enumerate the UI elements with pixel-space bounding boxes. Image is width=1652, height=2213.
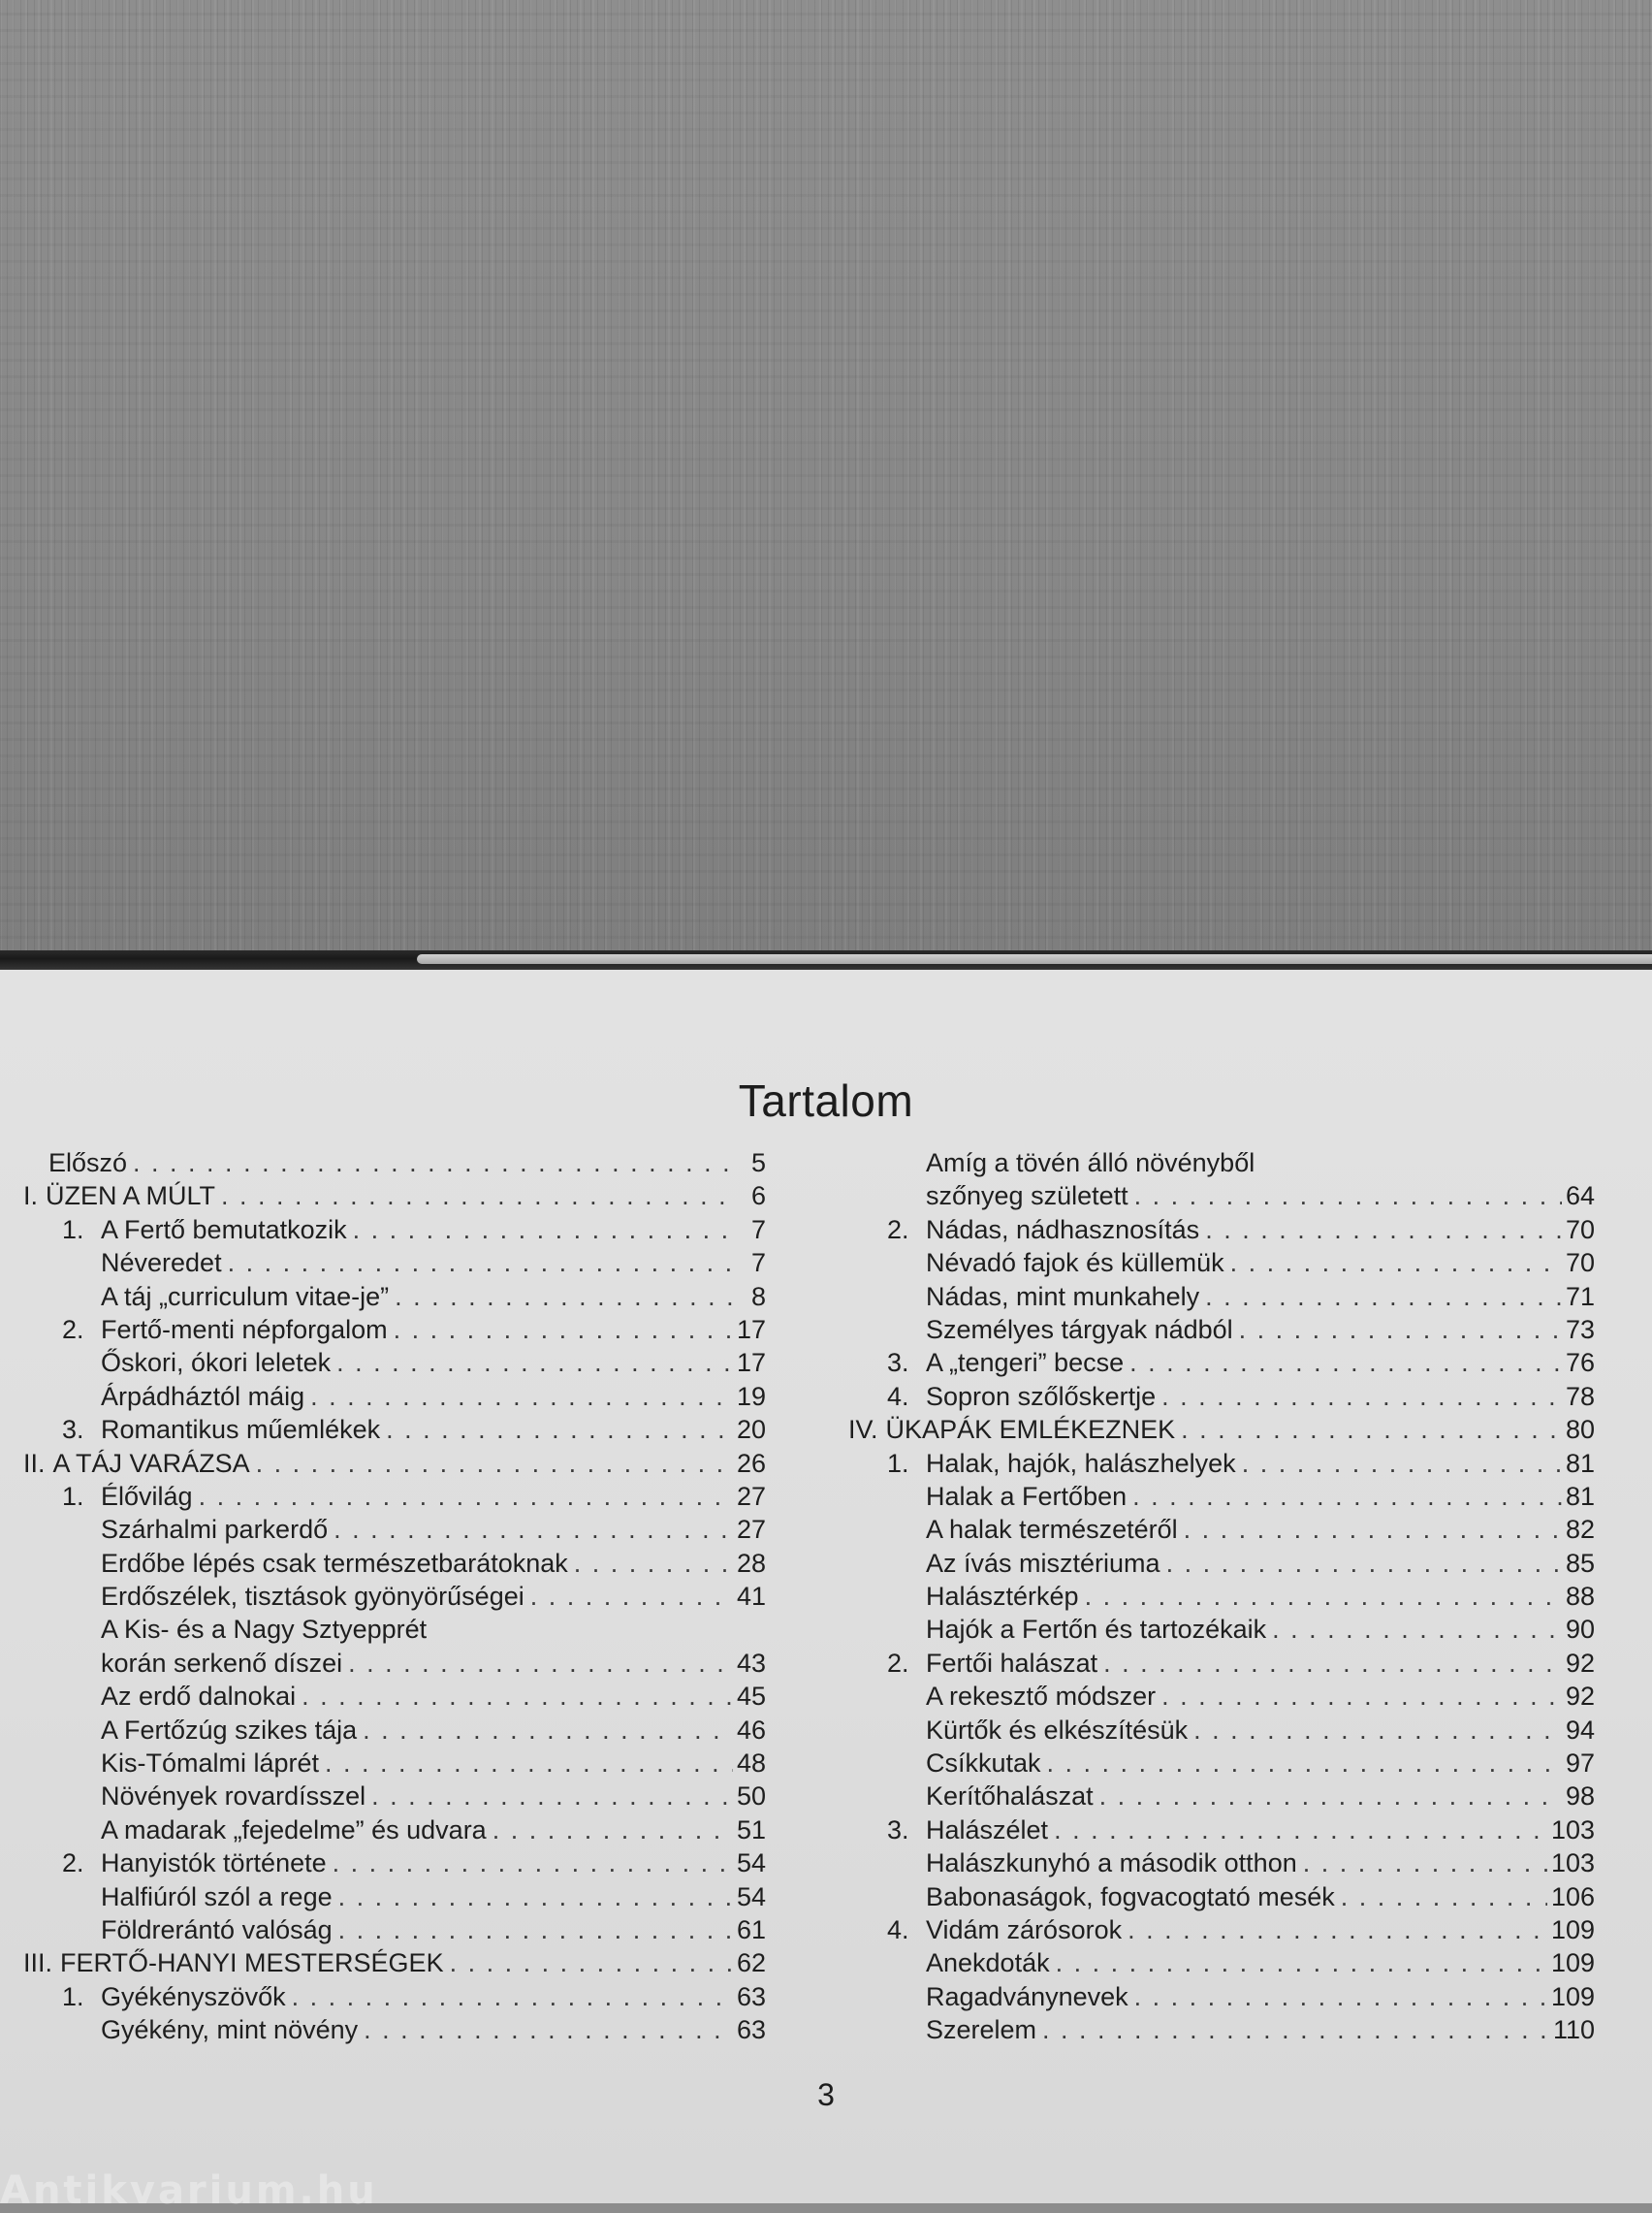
- toc-entry-title: Névadó fajok és küllemük: [926, 1248, 1224, 1278]
- toc-entry-page: 8: [750, 1281, 766, 1311]
- toc-entry-page: 81: [1565, 1481, 1595, 1511]
- toc-dot-leader: [228, 1246, 733, 1279]
- toc-entry-page: 92: [1565, 1682, 1595, 1712]
- toc-entry-title: Ragadványnevek: [926, 1981, 1128, 2011]
- toc-entry: [848, 2013, 1595, 2046]
- toc-entry-page: 28: [736, 1548, 766, 1578]
- toc-entry-title: Romantikus műemlékek: [101, 1415, 381, 1445]
- toc-entry-page: 64: [1565, 1181, 1595, 1211]
- toc-entry-page: 106: [1550, 1881, 1595, 1911]
- toc-entry-page: 90: [1565, 1615, 1595, 1645]
- toc-entry-page: 92: [1565, 1648, 1595, 1678]
- toc-entry: [23, 1846, 766, 1879]
- toc-dot-leader: [386, 1413, 733, 1446]
- toc-entry: [23, 1346, 766, 1379]
- toc-dot-leader: [1128, 1913, 1547, 1946]
- toc-entry-number: IV.: [848, 1415, 878, 1445]
- toc-entry: [23, 1547, 766, 1580]
- toc-entry: [848, 1846, 1595, 1879]
- toc-entry: [23, 1946, 766, 1979]
- toc-entry: [23, 1146, 766, 1179]
- toc-right-column: [848, 1146, 1595, 2047]
- toc-dot-leader: [1103, 1647, 1562, 1680]
- toc-dot-leader: [1085, 1580, 1562, 1613]
- toc-entry-number: 1.: [62, 1481, 84, 1511]
- toc-entry-page: 70: [1565, 1248, 1595, 1278]
- toc-entry-page: 76: [1565, 1348, 1595, 1378]
- toc-entry: [23, 2013, 766, 2046]
- toc-entry: [848, 1613, 1595, 1646]
- toc-entry-title: Szerelem: [926, 2015, 1037, 2045]
- toc-dot-leader: [395, 1280, 733, 1313]
- toc-dot-leader: [1047, 1747, 1562, 1780]
- toc-entry-number: 1.: [62, 1214, 84, 1244]
- toc-entry-title: Őskori, ókori leletek: [101, 1348, 332, 1378]
- toc-entry-title: Fertői halászat: [926, 1648, 1098, 1678]
- toc-entry-page: 109: [1550, 1981, 1595, 2011]
- toc-entry-number: 2.: [887, 1648, 909, 1678]
- toc-entry-page: 88: [1565, 1582, 1595, 1612]
- toc-entry-title: Erdőbe lépés csak természetbarátoknak: [101, 1548, 568, 1578]
- toc-entry: [23, 1613, 766, 1646]
- toc-entry-page: 81: [1565, 1448, 1595, 1478]
- toc-dot-leader: [199, 1480, 733, 1513]
- toc-entry-title: A TÁJ VARÁZSA: [52, 1448, 250, 1478]
- toc-entry-title: ÜZEN A MÚLT: [46, 1181, 216, 1211]
- toc-entry: [23, 1413, 766, 1446]
- toc-entry: [848, 1413, 1595, 1446]
- toc-entry-title: Halászélet: [926, 1814, 1049, 1844]
- toc-entry-page: 103: [1550, 1814, 1595, 1844]
- toc-dot-leader: [310, 1380, 733, 1413]
- toc-dot-leader: [348, 1647, 733, 1680]
- toc-entry: [848, 1547, 1595, 1580]
- toc-entry-page: 110: [1552, 2015, 1595, 2045]
- toc-dot-leader: [1132, 1480, 1562, 1513]
- toc-entry-page: 61: [736, 1914, 766, 1944]
- toc-entry-page: 63: [736, 1981, 766, 2011]
- toc-dot-leader: [1042, 2013, 1549, 2046]
- toc-entry-title: A „tengeri” becse: [926, 1348, 1125, 1378]
- toc-entry-title: Kerítőhalászat: [926, 1781, 1094, 1812]
- toc-entry-page: 78: [1565, 1381, 1595, 1411]
- toc-entry: [23, 1513, 766, 1546]
- toc-dot-leader: [133, 1146, 733, 1179]
- toc-dot-leader: [530, 1580, 733, 1613]
- toc-entry-title: A rekesztő módszer: [926, 1682, 1157, 1712]
- toc-entry-page: 63: [736, 2015, 766, 2045]
- toc-entry: [23, 1747, 766, 1780]
- toc-dot-leader: [1303, 1846, 1547, 1879]
- page-number: 3: [817, 2077, 835, 2112]
- toc-entry-title: Élővilág: [101, 1481, 193, 1511]
- toc-entry-page: 109: [1550, 1914, 1595, 1944]
- toc-entry: [23, 1179, 766, 1212]
- toc-entry-number: 1.: [62, 1981, 84, 2011]
- toc-entry-title: Erdőszélek, tisztások gyönyörűségei: [101, 1582, 524, 1612]
- toc-entry: [23, 1880, 766, 1913]
- toc-entry-page: 73: [1565, 1314, 1595, 1344]
- toc-entry-title: szőnyeg született: [926, 1181, 1128, 1211]
- toc-dot-leader: [336, 1346, 733, 1379]
- toc-entry: [848, 1246, 1595, 1279]
- toc-entry-page: 7: [750, 1214, 766, 1244]
- toc-dot-leader: [1230, 1246, 1562, 1279]
- toc-entry: [23, 1813, 766, 1846]
- toc-entry-number: 2.: [887, 1214, 909, 1244]
- toc-entry-page: 85: [1565, 1548, 1595, 1578]
- toc-entry-title: A Fertőzúg szikes tája: [101, 1715, 358, 1745]
- toc-entry-page: 19: [736, 1381, 766, 1411]
- toc-entry: [848, 1580, 1595, 1613]
- toc-dot-leader: [1181, 1413, 1562, 1446]
- toc-entry-title: A táj „curriculum vitae-je”: [101, 1281, 390, 1311]
- toc-entry-title: Babonaságok, fogvacogtató mesék: [926, 1881, 1335, 1911]
- toc-entry-page: 43: [736, 1648, 766, 1678]
- toc-entry-title: Nádas, nádhasznosítás: [926, 1214, 1200, 1244]
- toc-entry: [848, 1280, 1595, 1313]
- toc-entry-title: A Kis- és a Nagy Sztyepprét: [101, 1615, 428, 1645]
- toc-entry-page: 26: [736, 1448, 766, 1478]
- toc-entry: [23, 1780, 766, 1812]
- toc-dot-leader: [1272, 1613, 1562, 1646]
- toc-entry: [23, 1213, 766, 1246]
- toc-dot-leader: [450, 1946, 733, 1979]
- toc-dot-leader: [1193, 1714, 1562, 1747]
- toc-dot-leader: [1134, 1980, 1547, 2013]
- toc-entry-title: korán serkenő díszei: [101, 1648, 343, 1678]
- toc-entry-title: Anekdoták: [926, 1948, 1050, 1978]
- toc-entry-page: 54: [736, 1848, 766, 1878]
- toc-left-column: [23, 1146, 766, 2047]
- toc-entry: [848, 1313, 1595, 1346]
- toc-dot-leader: [363, 1714, 733, 1747]
- toc-entry: [848, 1346, 1595, 1379]
- toc-entry: [23, 1246, 766, 1279]
- toc-entry: [23, 1380, 766, 1413]
- toc-entry-number: 2.: [62, 1314, 84, 1344]
- toc-entry: [848, 1179, 1595, 1212]
- toc-entry-number: 3.: [887, 1348, 909, 1378]
- toc-entry-title: Személyes tárgyak nádból: [926, 1314, 1233, 1344]
- toc-dot-leader: [334, 1513, 733, 1546]
- toc-entry: [23, 1714, 766, 1747]
- toc-dot-leader: [1184, 1513, 1562, 1546]
- toc-entry-number: 1.: [887, 1448, 909, 1478]
- toc-entry: [848, 1946, 1595, 1979]
- toc-entry: [848, 1647, 1595, 1680]
- toc-entry-title: Halfiúról szól a rege: [101, 1881, 333, 1911]
- toc-entry-title: ÜKAPÁK EMLÉKEZNEK: [885, 1415, 1176, 1445]
- toc-dot-leader: [353, 1213, 733, 1246]
- toc-entry-title: FERTŐ-HANYI MESTERSÉGEK: [60, 1948, 444, 1978]
- toc-dot-leader: [302, 1680, 733, 1713]
- toc-dot-leader: [1166, 1547, 1562, 1580]
- watermark-text: Antikvarium.hu: [0, 2168, 378, 2213]
- toc-entry: [848, 1714, 1595, 1747]
- toc-entry-title: A Fertő bemutatkozik: [101, 1214, 347, 1244]
- toc-entry-number: II.: [23, 1448, 46, 1478]
- toc-entry: [848, 1447, 1595, 1480]
- toc-entry-title: Földrerántó valóság: [101, 1914, 333, 1944]
- toc-entry-page: 6: [750, 1181, 766, 1211]
- toc-entry-title: Növények rovardísszel: [101, 1781, 366, 1812]
- toc-entry-page: 71: [1565, 1281, 1595, 1311]
- toc-entry-page: 45: [736, 1682, 766, 1712]
- toc-entry-title: Kis-Tómalmi láprét: [101, 1748, 320, 1779]
- toc-dot-leader: [394, 1313, 733, 1346]
- toc-entry-page: 27: [736, 1515, 766, 1545]
- toc-entry: [23, 1280, 766, 1313]
- toc-entry: [848, 1213, 1595, 1246]
- toc-entry: [23, 1980, 766, 2013]
- toc-entry-page: 70: [1565, 1214, 1595, 1244]
- toc-dot-leader: [256, 1447, 733, 1480]
- toc-dot-leader: [325, 1747, 733, 1780]
- toc-entry-title: Hanyistók története: [101, 1848, 327, 1878]
- toc-entry: [848, 1513, 1595, 1546]
- toc-entry-title: A halak természetéről: [926, 1515, 1178, 1545]
- toc-entry: [23, 1480, 766, 1513]
- toc-dot-leader: [221, 1179, 733, 1212]
- toc-entry-number: 3.: [887, 1814, 909, 1844]
- toc-entry-title: Gyékény, mint növény: [101, 2015, 359, 2045]
- toc-entry: [848, 1380, 1595, 1413]
- toc-entry-title: Halak, hajók, halászhelyek: [926, 1448, 1236, 1478]
- toc-dot-leader: [1341, 1880, 1547, 1913]
- toc-dot-leader: [338, 1880, 733, 1913]
- toc-entry-number: 4.: [887, 1914, 909, 1944]
- toc-entry-title: Az ívás misztériuma: [926, 1548, 1160, 1578]
- toc-entry-page: 109: [1550, 1948, 1595, 1978]
- toc-entry-page: 62: [736, 1948, 766, 1978]
- toc-entry-title: Néveredet: [101, 1248, 222, 1278]
- toc-dot-leader: [1056, 1946, 1547, 1979]
- contents-page: [0, 970, 1652, 2213]
- toc-entry: [23, 1647, 766, 1680]
- toc-entry-page: 94: [1565, 1715, 1595, 1745]
- toc-dot-leader: [371, 1780, 733, 1812]
- toc-entry-page: 50: [736, 1781, 766, 1812]
- toc-entry: [848, 1913, 1595, 1946]
- toc-entry-title: Az erdő dalnokai: [101, 1682, 297, 1712]
- toc-entry-page: 54: [736, 1881, 766, 1911]
- toc-entry-title: Előszó: [48, 1148, 128, 1177]
- toc-entry-number: I.: [23, 1181, 39, 1211]
- toc-dot-leader: [1099, 1780, 1562, 1812]
- toc-entry: [848, 1680, 1595, 1713]
- toc-entry-number: 3.: [62, 1415, 84, 1445]
- toc-dot-leader: [492, 1813, 733, 1846]
- toc-entry-page: 46: [736, 1715, 766, 1745]
- toc-entry-title: Fertő-menti népforgalom: [101, 1314, 388, 1344]
- toc-entry-title: Kürtők és elkészítésük: [926, 1715, 1189, 1745]
- toc-dot-leader: [364, 2013, 733, 2046]
- toc-entry-page: 97: [1565, 1748, 1595, 1779]
- toc-entry: [23, 1447, 766, 1480]
- toc-dot-leader: [1129, 1346, 1562, 1379]
- toc-entry-page: 7: [750, 1248, 766, 1278]
- page-edge: [417, 954, 1652, 964]
- toc-entry: [23, 1313, 766, 1346]
- toc-entry-page: 103: [1550, 1848, 1595, 1878]
- toc-entry-title: Vidám zárósorok: [926, 1914, 1123, 1944]
- toc-entry: [23, 1580, 766, 1613]
- toc-entry: [23, 1913, 766, 1946]
- toc-entry-page: 98: [1565, 1781, 1595, 1812]
- toc-entry-title: Nádas, mint munkahely: [926, 1281, 1200, 1311]
- toc-entry: [23, 1680, 766, 1713]
- toc-dot-leader: [292, 1980, 733, 2013]
- toc-dot-leader: [338, 1913, 733, 1946]
- toc-dot-leader: [1205, 1280, 1562, 1313]
- toc-entry-page: 17: [736, 1314, 766, 1344]
- toc-entry: [848, 1813, 1595, 1846]
- toc-entry-title: Árpádháztól máig: [101, 1381, 305, 1411]
- page-title: Tartalom: [738, 1075, 914, 1126]
- toc-dot-leader: [1054, 1813, 1547, 1846]
- toc-entry-title: Amíg a tövén álló növényből: [926, 1148, 1255, 1177]
- toc-dot-leader: [574, 1547, 733, 1580]
- toc-entry: [848, 1747, 1595, 1780]
- toc-entry-title: Halászkunyhó a második otthon: [926, 1848, 1297, 1878]
- toc-entry-title: Halásztérkép: [926, 1582, 1079, 1612]
- toc-dot-leader: [1239, 1313, 1562, 1346]
- toc-entry-page: 51: [736, 1814, 766, 1844]
- toc-entry-title: Halak a Fertőben: [926, 1481, 1128, 1511]
- toc-entry-page: 82: [1565, 1515, 1595, 1545]
- toc-entry-title: Szárhalmi parkerdő: [101, 1515, 329, 1545]
- toc-dot-leader: [1161, 1380, 1562, 1413]
- toc-entry-number: 4.: [887, 1381, 909, 1411]
- toc-entry: [848, 1980, 1595, 2013]
- toc-entry-title: Sopron szőlőskertje: [926, 1381, 1157, 1411]
- toc-entry-page: 27: [736, 1481, 766, 1511]
- toc-entry-title: A madarak „fejedelme” és udvara: [101, 1814, 487, 1844]
- toc-dot-leader: [1161, 1680, 1562, 1713]
- toc-entry-page: 80: [1565, 1415, 1595, 1445]
- toc-entry: [848, 1780, 1595, 1812]
- toc-entry-page: 17: [736, 1348, 766, 1378]
- toc-entry-page: 41: [736, 1582, 766, 1612]
- toc-entry: [848, 1480, 1595, 1513]
- toc-entry-title: Hajók a Fertőn és tartozékaik: [926, 1615, 1267, 1645]
- toc-entry: [848, 1146, 1595, 1179]
- toc-entry-title: Csíkkutak: [926, 1748, 1041, 1779]
- toc-entry-number: 2.: [62, 1848, 84, 1878]
- toc-dot-leader: [333, 1846, 733, 1879]
- toc-entry-title: Gyékényszövők: [101, 1981, 286, 2011]
- book-cover: [0, 0, 1652, 955]
- toc-dot-leader: [1134, 1179, 1562, 1212]
- toc-entry-page: 48: [736, 1748, 766, 1779]
- toc-entry: [848, 1880, 1595, 1913]
- toc-dot-leader: [1205, 1213, 1562, 1246]
- toc-entry-page: 5: [750, 1148, 766, 1177]
- toc-entry-number: III.: [23, 1948, 53, 1978]
- toc-dot-leader: [1242, 1447, 1562, 1480]
- toc-entry-page: 20: [736, 1415, 766, 1445]
